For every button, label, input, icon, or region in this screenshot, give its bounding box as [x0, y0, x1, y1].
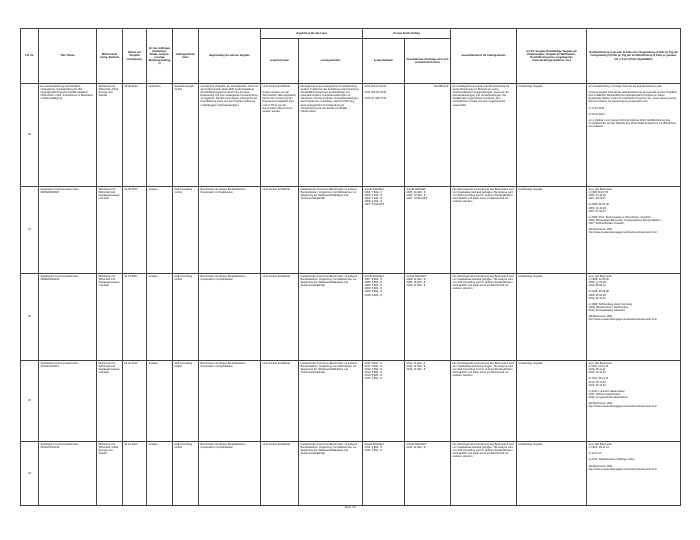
cell-begruendung: Benchmark mit übrigen Bundesländern, Kooperation mit Sparkassen	[199, 361, 261, 442]
cell-artvergabe: Freihändige Vergabe	[517, 361, 587, 442]
cell-gesamt: 2011: 11.600,- € 2012: 11.600,- € 2013: 11.600,- €	[405, 361, 451, 442]
cell-datum: 01.10.2010	[123, 361, 147, 442]
cell-auswahl: Die überwiegende Finanzierung des Barometers wird vom Sparkassenverband getragen. Die Analyse wird von dwif-Consulting auch in anderen Bundesländern durchgeführt und bietet somit ein Benchmark mit anderen Ländern.	[451, 361, 517, 442]
cell-ministerium: Ministerium für Wirtschaft und Sparkassenwesen und Saar	[97, 361, 123, 442]
header-haushalt: je Haushaltsjahr	[363, 39, 405, 84]
cell-auftragnehmer: dwif-Consulting GmbH	[173, 442, 199, 506]
header-ministerium: Ministerium/ nachg. Behörde	[97, 29, 123, 84]
cell-ersparte: nicht konkret bezifferbar	[261, 361, 299, 442]
header-veroeff: Veröffentlichung a) ja/ nein b) Falls nein: Begründung c) Falls ja: Tag der Fertigstellung d) Falls ja: Tag der Veröffentlichung e) Falls ja: genauer Ort u. Form (Print, Digital/Web)	[587, 29, 681, 84]
cell-auftragnehmer: dwif-Consulting GmbH	[173, 187, 199, 274]
cell-ersparte: nicht konkret bezifferbar Kosten wurden von der Technischen Hilfe abgedeckt; die für die Umsetzung des Programms budgetiert sind und zu 50 % von der Kommission übernommen werden wurden.	[261, 84, 299, 187]
header-ergebnisse-group: Ergebnisse für das Land	[261, 29, 363, 39]
cell-nr: 34	[21, 442, 39, 506]
header-titel: Titel Thema	[39, 29, 97, 84]
cell-auftragnehmer: dwif-Consulting GmbH	[173, 361, 199, 442]
cell-loesung: Fortlaufendes Tourismus-Benchmark mit anderen Bundesländern, Ergänzung von Maßnahmen zur Steigerung der Wettbewerbsfähigkeit und Tourismusattraktivität	[299, 361, 363, 442]
cell-art: Analyse	[147, 361, 173, 442]
cell-begruendung: Benchmark mit übrigen Bundesländern, Kooperation mit Sparkassen	[199, 187, 261, 274]
cell-begruendung: Gemäß den Vorgaben der Europäischen Union für die Förderperiode 2014-2020 ist die Erstellung des EFRE-Programms durch eine Ex-ante-Evaluierung und eine strategische Umweltprüfung zu begleiten. Die EU-Kommission verlangt für die Durchführung einen von der Programmplanung unabhängigen Sachverständigen.	[199, 84, 261, 187]
cell-art: Gutachten	[147, 84, 173, 187]
cell-artvergabe: Freihändige Vergabe	[517, 442, 587, 506]
cell-art: Analyse	[147, 187, 173, 274]
header-auswahl: Auswahlkriterien für Auftragnehmer	[451, 29, 517, 84]
cell-veroeff: a) ja, alle Barometer c) 2014: 28.10.14 d) 12.11.14 e) 2014: Weltkulturerbe Völklinger Hütte Alle Barometer, Web: http://www.svsaar.de/engagement/tourismusbarometer.html	[587, 442, 681, 506]
table-row	[21, 442, 681, 506]
page-number: Seite 33	[344, 505, 356, 509]
cell-datum: 01.06.2004	[123, 187, 147, 274]
cell-titel: Sparkassen-Tourismusbarometer 2005/2006/2007	[39, 187, 97, 274]
cell-auswahl: Die überwiegende Finanzierung des Barometers wird vom Sparkassenverband getragen. Die Analyse wird von dwif-Consulting auch in anderen Bundesländern durchgeführt und bietet somit ein Benchmark mit anderen Ländern	[451, 187, 517, 274]
cell-gesamt: 116.858,00 €	[405, 84, 451, 187]
header-art: Art des Auftrages (Gutachten, Studie, Analyse, sonstige Beratungsaufträge)	[147, 29, 173, 84]
cell-ersparte: nicht konkret bezifferbar	[261, 442, 299, 506]
cell-titel: Sparkassen-Tourismusbarometer 2014/2015/2016	[39, 442, 97, 506]
header-begruendung: Begründung für externe Vergabe	[199, 29, 261, 84]
cell-nr: 32	[21, 274, 39, 361]
cell-veroeff: a) ja, alle Barometer c) 2005:02.07.05 2006: 04.10.06 2007: 29.06.07 d) 2005: 06.07.05 2006: 10.10.06 2007: 27.06.07 e) 2005: Print: Tourismustag im Obst-Atrium, Orscholz, 2006: Präsentation Barometer, Kreissparkasse Merzig-Wadern 2007: Schlosstheater Ottweiler Alle Barometer, Web: http://www.svsaar.de/engagement/tourismusbarometer.html	[587, 187, 681, 274]
cell-ministerium: Ministerium für Wirtschaft, Arbeit, Energie und Verkehr	[97, 84, 123, 187]
cell-artvergabe: Freihändige Vergabe	[517, 274, 587, 361]
cell-loesung: Fortlaufendes Tourismus-Benchmark mit anderen Bundesländern, Ergänzung von Maßnahmen zur Steigerung der Wettbewerbsfähigkeit und Tourismusattraktivität	[299, 442, 363, 506]
cell-nr: 33	[21, 361, 39, 442]
cell-ministerium: Ministerium für Wirtschaft, Arbeit, Energie und Verkehr	[97, 442, 123, 506]
cell-nr: 31	[21, 187, 39, 274]
cell-gesamt: Anteile MW/AEV: 2005: 10.400,- € 2006: 10.400,- € 2007: 10.534,48 €	[405, 187, 451, 274]
cell-loesung: Fortlaufendes Tourismus-Benchmark mit anderen Bundesländern, Ergänzung von Maßnahmen zur Steigerung der Wettbewerbsfähigkeit und Tourismusattraktivität	[299, 274, 363, 361]
header-kosten-group: Kosten durch Auftrag	[363, 29, 451, 39]
cell-ersparte: nicht konkret bezifferbar	[261, 274, 299, 361]
cell-gesamt: Anteile MW/AEV: 2014: 11.600,- €	[405, 442, 451, 506]
table-row	[21, 274, 681, 361]
cell-begruendung: Benchmark mit übrigen Bundesländern, Kooperation mit Sparkassen	[199, 442, 261, 506]
cell-titel: Sparkassen-Tourismusbarometer 2008/2009/2010	[39, 274, 97, 361]
cell-auswahl: Die überwiegende Finanzierung des Barometers wird vom Sparkassenverband getragen. Die Analyse wird von dwif-Consulting auch in anderen Bundesländern durchgeführt und bietet somit ein Benchmark mit anderen Ländern.	[451, 274, 517, 361]
header-datum: Datum der Vergabe/ Entstehung	[123, 29, 147, 84]
header-nr: Lfd. Nr.	[21, 29, 39, 84]
cell-datum: 08.02.2014	[123, 84, 147, 187]
header-auftragnehmer: Auftragnehmer/ Autor	[173, 29, 199, 84]
cell-datum: 01.10.2007	[123, 274, 147, 361]
cell-auswahl: Die überwiegende Finanzierung des Barometers wird vom Sparkassenverband getragen. Die Analyse wird von dwif-Consulting auch in anderen Bundesländern durchgeführt und bietet somit ein Benchmark mit anderen Ländern.	[451, 442, 517, 506]
cell-artvergabe: Freihändige Vergabe	[517, 84, 587, 187]
cell-datum: 01.12.2013	[123, 442, 147, 506]
cell-gesamt: Anteile MW/AEV: 2008: 11.600,- € 2009: 11.600,- € 2010: 11.600,- €	[405, 274, 451, 361]
cell-auftragnehmer: dwif-Consulting GmbH	[173, 274, 199, 361]
cell-veroeff: a) ja, alle Barometer c) 2008: 23.06.08 2009: 17.09.09 2010: 05.02.10 d) 2008: 25.06.08 2009: 25.09.09 2010: 22.11.10 e) 2008: Schlossberg-Hotel, Homburg 2009: Messezentrum Saarbrücken 2010: Kreissparkasse Saarlouis Alle Barometer, Web: http://www.svsaar.de/engagement/tourismusbarometer.html	[587, 274, 681, 361]
cell-auswahl: Der Auftragnehmer wurde unter Berücksichtigung seiner Referenzen im Bereich von sozio-strukturpolitischen Fragestellungen sowie von Ex-ante-Evaluierungen und Umweltprüfungen, der Qualität des eingereichten Konzepts, dem methodischen Ansatz und dem Angebotspreis ausgewählt.	[451, 84, 517, 187]
cell-haushalt: 2013 (64.271,90 €) 2014 (33.057,40 €) 2015 (17.528,70 €)	[363, 84, 405, 187]
cell-art: Analyse	[147, 274, 173, 361]
contracts-table	[20, 28, 681, 506]
table-row	[21, 84, 681, 187]
header-ersparte: ersparte Kosten	[261, 39, 299, 84]
header-gesamt: Gesamtkosten (bisherige und noch entstehende Kosten)	[405, 39, 451, 84]
cell-nr: 30	[21, 84, 39, 187]
cell-titel: Sparkassen-Tourismusbarometer 2011/2012/2013	[39, 361, 97, 442]
cell-veroeff: a) Umweltbericht ja, sonstige Teile der Ex-ante-Evaluierung nein b) Die sonstigen Teile der Ex-ante-Evaluierung sind gemäß der EU-Vorgaben kein inhaltlicher Bestandteil des Operationellen Programms. Deren Ergebnisse fließen in das zu erstellende Programm ein, bevor dieses bei der EU-Kommission zur Genehmigung eingereicht wird. c) 17.01.2014 d) 20.01.2014 e) Im Zeitraum von Januar 2014 bis Februar 2014 Veröffentlichung des Umweltberichts auf der Website des Wirtschaftsministeriums zur öffentlichen Konsultation.	[587, 84, 681, 187]
cell-auftragnehmer: Spatial Foresight GmbH	[173, 84, 199, 187]
cell-ersparte: nicht konkret bezifferbar	[261, 187, 299, 274]
cell-ministerium: Ministerium für Wirtschaft und Sparkassenwesen und Saar	[97, 274, 123, 361]
cell-loesung: Fortlaufendes Tourismus-Benchmark mit anderen Bundesländern, Ergänzung von Maßnahmen zur Steigerung der Wettbewerbsfähigkeit und Tourismusattraktivität	[299, 187, 363, 274]
cell-haushalt: Anteile MW/AEV: 2007: 5.800,- € 2008: 5.800,- € 2008: 5.800,- € 2009: 5.800,- € 2009: 5.800,- € 2010: 5.800,- €	[363, 274, 405, 361]
report-sheet	[20, 28, 680, 506]
cell-veroeff: a) ja, alle Barometer c) 2011: 23.10.11 2012: 08.11.11 2013: 13.11.13 d) 2011: 05.11.11 2012: 15.11.12 2013: 20.11.13 e) 2011: Lummerz Saarbrücken 2012: Schloss Saarbrücken 2013: Congresshalle Saarbrücken Alle Barometer, Web: http://www.svsaar.de/engagement/tourismusbarometer.html	[587, 361, 681, 442]
table-row	[21, 361, 681, 442]
cell-haushalt: Anteile MW/AEV: 2004: 7.800,- € 2005: 2.600,- € 2006: 5.200,- € 2006: 5.200,- € 2007: 5.334,48 €	[363, 187, 405, 274]
cell-ministerium: Ministerium für Wirtschaft und Sparkassenwesen und Saar	[97, 187, 123, 274]
header-artvergabe: Art der Vergabe (Freihändige Vergabe als Direktvergabe, Vergabe im Wettbewerb, Durchführung eines vorgelagerten Ausschreibungsverfahren, etc.)	[517, 29, 587, 84]
table-row	[21, 187, 681, 274]
header-loesung: Lösungsansätze	[299, 39, 363, 84]
cell-haushalt: 2011: 5.800,- € 2011: 5.800,- € 2012: 5.800,- € 2012: 5.800,- € 2013: 5.800,- € 2013: 5.800,- €	[363, 361, 405, 442]
cell-haushalt: Anteile MW/AEV: 2014: 5.800,- € 2014: 5.800,- €	[363, 442, 405, 506]
cell-begruendung: Benchmark mit übrigen Bundesländern, Kooperation mit Sparkassen	[199, 274, 261, 361]
cell-titel: Ex-ante-Evaluierung einschließlich strategischer Umweltprüfung für das Operationelle Programm EFRE Saarland 2014-2020 im Ziel "Investitionen in Wachstum und Beschäftigung"	[39, 84, 97, 187]
cell-art: Analyse	[147, 442, 173, 506]
cell-loesung: Die Ergebnisse der strategischen Umweltprüfung werden im Rahmen der Erstellung und Umsetzung des EFRE-Programmes berücksichtigt, um potentiell negative Umweltauswirkungen zu reduzieren und die positiven Umweltauswirkungen des Programms zu erhöhen. Die Durchführung einer strategischen Umweltprüfung ist Voraussetzung für den Erhalt von EFRE-Fördermitteln.	[299, 84, 363, 187]
cell-artvergabe: Freihändige Vergabe	[517, 187, 587, 274]
